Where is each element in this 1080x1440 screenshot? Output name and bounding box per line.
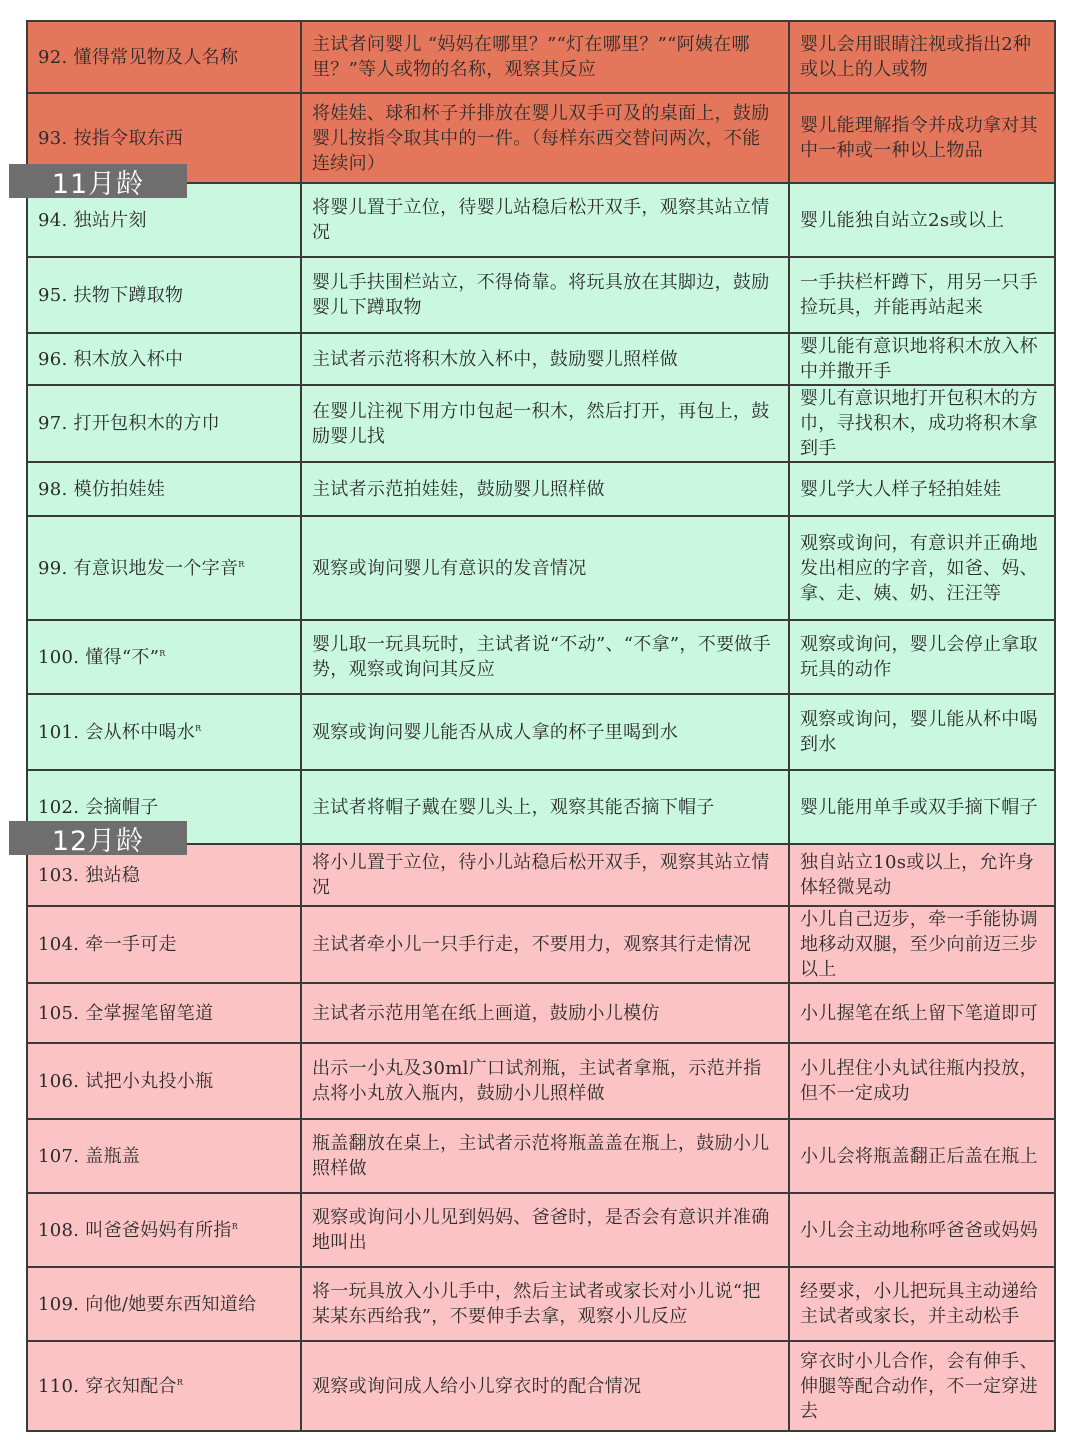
- item-name-cell: [27, 385, 301, 462]
- pass-criteria-cell: 婴儿能理解指令并成功拿对其中一种或一种以上物品: [789, 93, 1055, 183]
- test-method-cell: 瓶盖翻放在桌上，主试者示范将瓶盖盖在瓶上，鼓励小儿照样做: [301, 1119, 789, 1193]
- item-name-cell: [27, 1043, 301, 1119]
- pass-criteria-cell: 小儿自己迈步，牵一手能协调地移动双腿，至少向前迈三步以上: [789, 906, 1055, 983]
- item-name: 96. 积木放入杯中: [38, 348, 184, 370]
- report-marker: R: [195, 723, 202, 733]
- pass-criteria-cell: 独自站立10s或以上，允许身体轻微晃动: [789, 844, 1055, 906]
- pass-criteria-cell: 经要求，小儿把玩具主动递给主试者或家长，并主动松手: [789, 1267, 1055, 1341]
- test-method-cell: 将娃娃、球和杯子并排放在婴儿双手可及的桌面上，鼓励婴儿按指令取其中的一件。（每样东西交替问两次，不能连续问）: [301, 93, 789, 183]
- item-name-cell: [27, 1119, 301, 1193]
- pass-criteria-cell: 婴儿能用单手或双手摘下帽子: [789, 770, 1055, 844]
- test-method-cell: 观察或询问成人给小儿穿衣时的配合情况: [301, 1341, 789, 1431]
- item-name: 98. 模仿拍娃娃: [38, 478, 166, 500]
- pass-criteria-cell: 婴儿能有意识地将积木放入杯中并撒开手: [789, 333, 1055, 385]
- test-method-cell: 主试者牵小儿一只手行走，不要用力，观察其行走情况: [301, 906, 789, 983]
- item-name: 101. 会从杯中喝水: [38, 721, 196, 743]
- test-method-cell: 将婴儿置于立位，待婴儿站稳后松开双手，观察其站立情况: [301, 183, 789, 257]
- item-name-cell: [27, 21, 301, 93]
- item-name: 103. 独站稳: [38, 864, 141, 886]
- item-name: 107. 盖瓶盖: [38, 1145, 141, 1167]
- pass-criteria-cell: 小儿会将瓶盖翻正后盖在瓶上: [789, 1119, 1055, 1193]
- item-name: 100. 懂得“不”: [38, 646, 160, 668]
- item-name: 95. 扶物下蹲取物: [38, 284, 184, 306]
- test-method-cell: 观察或询问婴儿能否从成人拿的杯子里喝到水: [301, 694, 789, 770]
- report-marker: R: [176, 1377, 184, 1387]
- report-marker: R: [231, 1221, 239, 1231]
- test-method-cell: 出示一小丸及30ml广口试剂瓶，主试者拿瓶，示范并指点将小丸放入瓶内，鼓励小儿照样做: [301, 1043, 789, 1119]
- table-row: [27, 1267, 1055, 1341]
- pass-criteria-cell: 婴儿会用眼睛注视或指出2种或以上的人或物: [789, 21, 1055, 93]
- test-method-cell: 婴儿手扶围栏站立，不得倚靠。将玩具放在其脚边，鼓励婴儿下蹲取物: [301, 257, 789, 333]
- table-row: [27, 1341, 1055, 1431]
- item-name: 94. 独站片刻: [38, 209, 147, 231]
- item-name-cell: [27, 516, 301, 620]
- table-row: [27, 620, 1055, 694]
- report-marker: R: [238, 559, 245, 569]
- item-name-cell: [27, 333, 301, 385]
- table-row: [27, 983, 1055, 1043]
- table-row: [27, 21, 1055, 93]
- test-method-cell: 将小儿置于立位，待小儿站稳后松开双手，观察其站立情况: [301, 844, 789, 906]
- pass-criteria-cell: 小儿捏住小丸试往瓶内投放，但不一定成功: [789, 1043, 1055, 1119]
- table-row: [27, 516, 1055, 620]
- item-name: 102. 会摘帽子: [38, 796, 159, 818]
- item-name-cell: [27, 906, 301, 983]
- pass-criteria-cell: 观察或询问，婴儿会停止拿取玩具的动作: [789, 620, 1055, 694]
- item-name-cell: [27, 983, 301, 1043]
- test-method-cell: 将一玩具放入小儿手中，然后主试者或家长对小儿说“把某某东西给我”，不要伸手去拿，观察小儿反应: [301, 1267, 789, 1341]
- pass-criteria-cell: 婴儿能独自站立2s或以上: [789, 183, 1055, 257]
- item-name: 105. 全掌握笔留笔道: [38, 1002, 214, 1024]
- table-body: [27, 21, 1055, 1431]
- item-name: 93. 按指令取东西: [38, 127, 184, 149]
- test-method-cell: 观察或询问婴儿有意识的发音情况: [301, 516, 789, 620]
- item-name-cell: [27, 1267, 301, 1341]
- pass-criteria-cell: 小儿会主动地称呼爸爸或妈妈: [789, 1193, 1055, 1267]
- item-name-cell: [27, 462, 301, 516]
- test-method-cell: 在婴儿注视下用方巾包起一积木，然后打开，再包上，鼓励婴儿找: [301, 385, 789, 462]
- item-name-cell: [27, 1341, 301, 1431]
- item-name: 109. 向他/她要东西知道给: [38, 1293, 257, 1315]
- item-name: 97. 打开包积木的方巾: [38, 413, 220, 434]
- item-name: 106. 试把小丸投小瓶: [38, 1070, 214, 1092]
- table-row: [27, 385, 1055, 462]
- pass-criteria-cell: 观察或询问，婴儿能从杯中喝到水: [789, 694, 1055, 770]
- table-row: [27, 694, 1055, 770]
- table-row: [27, 1043, 1055, 1119]
- item-name: 99. 有意识地发一个字音: [38, 557, 239, 579]
- item-name-cell: [27, 257, 301, 333]
- table-row: [27, 906, 1055, 983]
- item-name-cell: [27, 620, 301, 694]
- item-name: 108. 叫爸爸妈妈有所指: [38, 1219, 232, 1241]
- table-row: [27, 333, 1055, 385]
- item-name: 104. 牵一手可走: [38, 934, 177, 955]
- test-method-cell: 主试者问婴儿 “妈妈在哪里？”“灯在哪里？”“阿姨在哪里？”等人或物的名称，观察其反应: [301, 21, 789, 93]
- report-marker: R: [159, 648, 166, 658]
- test-method-cell: 观察或询问小儿见到妈妈、爸爸时，是否会有意识并准确地叫出: [301, 1193, 789, 1267]
- test-method-cell: 主试者示范将积木放入杯中，鼓励婴儿照样做: [301, 333, 789, 385]
- age-band-12-months: 12月龄: [9, 821, 187, 855]
- pass-criteria-cell: 婴儿有意识地打开包积木的方巾，寻找积木，成功将积木拿到手: [789, 385, 1055, 462]
- table-row: [27, 257, 1055, 333]
- table-row: [27, 1119, 1055, 1193]
- item-name: 92. 懂得常见物及人名称: [38, 46, 239, 68]
- test-method-cell: 主试者示范用笔在纸上画道，鼓励小儿模仿: [301, 983, 789, 1043]
- item-name: 110. 穿衣知配合: [38, 1375, 177, 1397]
- age-band-11-months: 11月龄: [9, 164, 187, 198]
- pass-criteria-cell: 小儿握笔在纸上留下笔道即可: [789, 983, 1055, 1043]
- table-row: [27, 1193, 1055, 1267]
- pass-criteria-cell: 婴儿学大人样子轻拍娃娃: [789, 462, 1055, 516]
- pass-criteria-cell: 一手扶栏杆蹲下，用另一只手捡玩具，并能再站起来: [789, 257, 1055, 333]
- item-name-cell: [27, 694, 301, 770]
- pass-criteria-cell: 穿衣时小儿合作，会有伸手、伸腿等配合动作，不一定穿进去: [789, 1341, 1055, 1431]
- pass-criteria-cell: 观察或询问，有意识并正确地发出相应的字音，如爸、妈、拿、走、姨、奶、汪汪等: [789, 516, 1055, 620]
- test-method-cell: 主试者示范拍娃娃，鼓励婴儿照样做: [301, 462, 789, 516]
- development-items-table: [26, 20, 1056, 1432]
- test-method-cell: 婴儿取一玩具玩时，主试者说“不动”、“不拿”，不要做手势，观察或询问其反应: [301, 620, 789, 694]
- table-row: [27, 462, 1055, 516]
- test-method-cell: 主试者将帽子戴在婴儿头上，观察其能否摘下帽子: [301, 770, 789, 844]
- item-name-cell: [27, 1193, 301, 1267]
